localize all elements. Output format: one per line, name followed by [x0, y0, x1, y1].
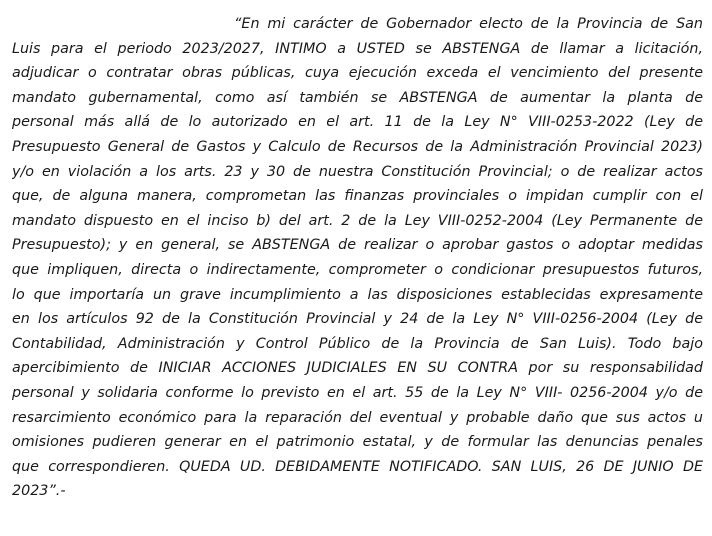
text-line: apercibimiento de INICIAR ACCIONES JUDICIALES EN SU CONTRA por su responsabilidad	[12, 360, 703, 377]
text-line: omisiones pudieren generar en el patrimonio estatal, y de formular las denuncias penales	[12, 434, 703, 451]
text-line: mandato gubernamental, como así también se ABSTENGA de aumentar la planta de	[12, 89, 703, 106]
text-line: Presupuesto General de Gastos y Calculo de Recursos de la Administración Provincial 2023)	[12, 138, 703, 155]
text-line: Presupuesto); y en general, se ABSTENGA de realizar o aprobar gastos o adoptar medidas	[12, 237, 703, 254]
text-line: 2023”.-	[12, 483, 66, 500]
text-line: y/o en violación a los arts. 23 y 30 de nuestra Constitución Provincial; o de realizar actos	[12, 163, 703, 180]
text-line: personal más allá de lo autorizado en el art. 11 de la Ley N° VIII-0253-2022 (Ley de	[12, 114, 703, 131]
text-line: “En mi carácter de Gobernador electo de la Provincia de San	[234, 16, 703, 32]
text-line: en los artículos 92 de la Constitución Provincial y 24 de la Ley N° VIII-0256-2004 (Ley de	[12, 311, 703, 328]
text-line: adjudicar o contratar obras públicas, cuya ejecución exceda el vencimiento del presente	[12, 65, 703, 82]
text-line: que impliquen, directa o indirectamente, comprometer o condicionar presupuestos futuros,	[12, 261, 703, 278]
text-line: personal y solidaria conforme lo previsto en el art. 55 de la Ley N° VIII- 0256-2004 y/o de	[12, 384, 703, 401]
text-line: mandato dispuesto en el inciso b) del art. 2 de la Ley VIII-0252-2004 (Ley Permanente de	[12, 212, 703, 229]
text-line: resarcimiento económico para la reparación del eventual y probable daño que sus actos u	[12, 409, 703, 426]
text-line: que, de alguna manera, comprometan las finanzas provinciales o impidan cumplir con el	[12, 188, 703, 205]
text-line: Luis para el periodo 2023/2027, INTIMO a USTED se ABSTENGA de llamar a licitación,	[12, 40, 703, 57]
text-line: lo que importaría un grave incumplimiento a las disposiciones establecidas expresamente	[12, 286, 703, 303]
text-line: que correspondieren. QUEDA UD. DEBIDAMENTE NOTIFICADO. SAN LUIS, 26 DE JUNIO DE	[12, 458, 703, 475]
text-line: Contabilidad, Administración y Control Público de la Provincia de San Luis). Todo bajo	[12, 335, 703, 352]
